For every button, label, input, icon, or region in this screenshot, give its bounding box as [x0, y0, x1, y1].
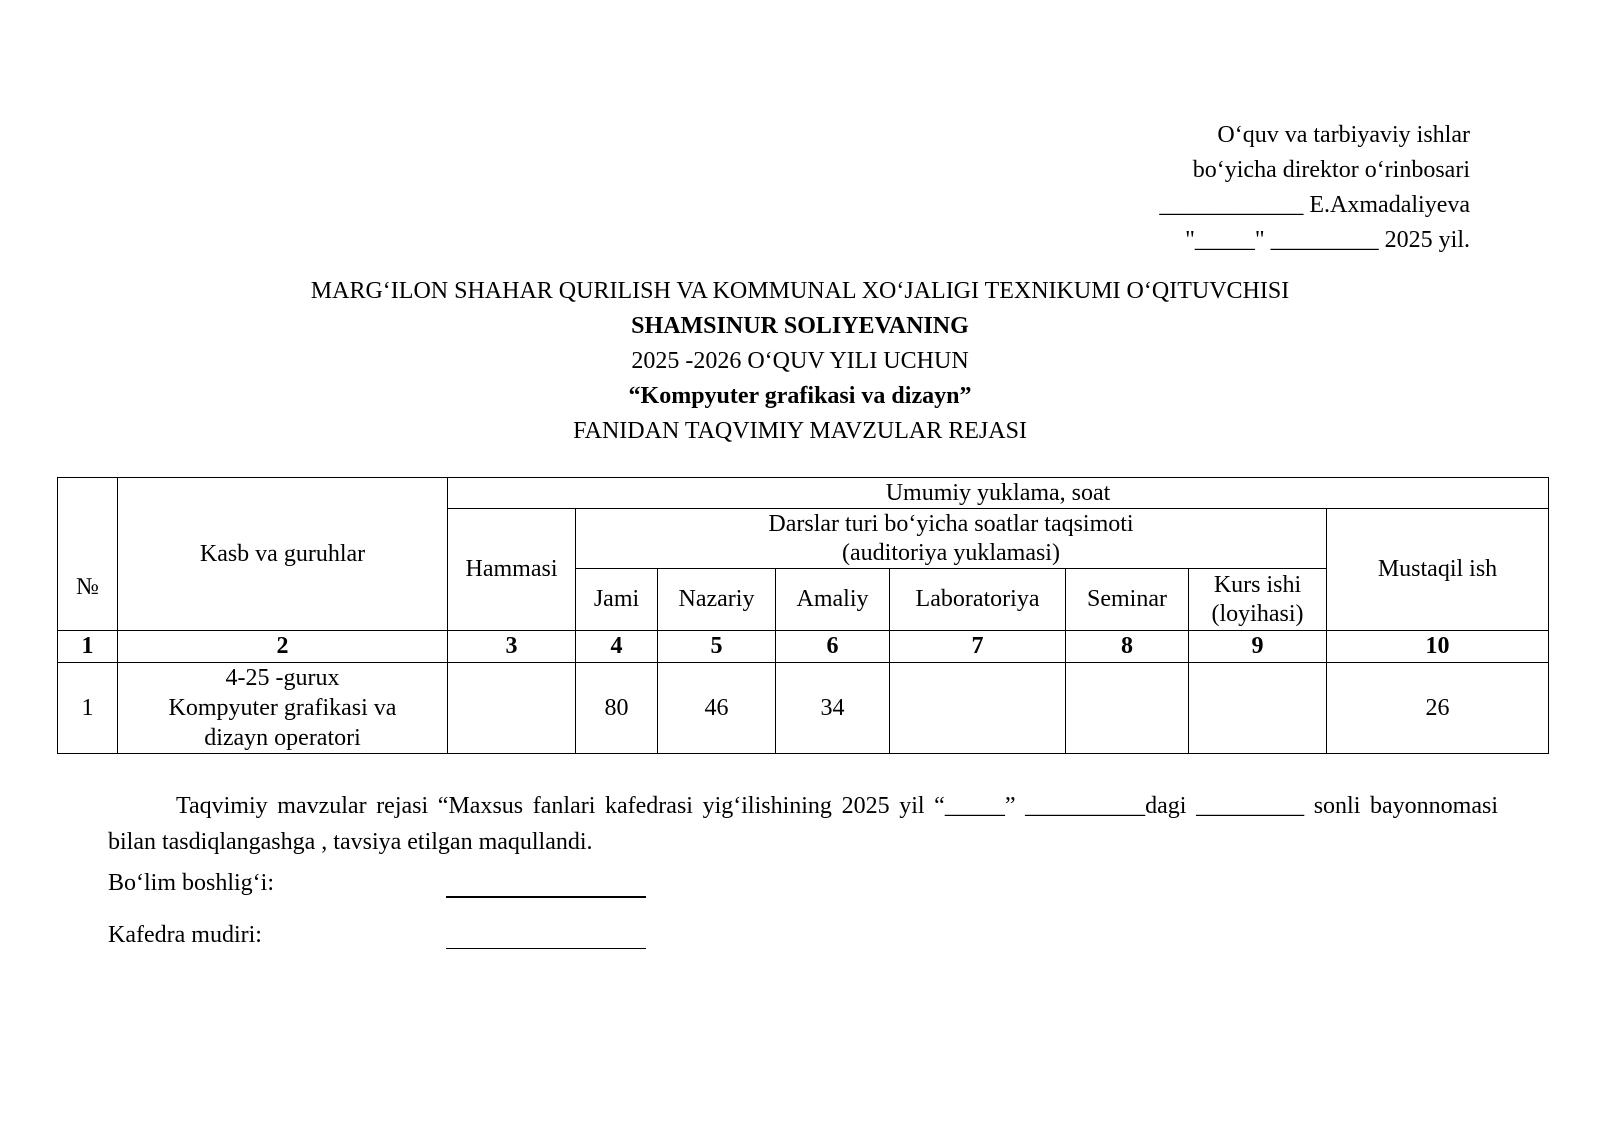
- cell-group: [118, 663, 448, 754]
- cell-kurs: [1189, 663, 1327, 754]
- signature-kafedra: [108, 918, 262, 952]
- header-kurs-line1: Kurs ishi: [1213, 571, 1302, 598]
- cell-laboratoriya: [890, 663, 1066, 754]
- header-kurs-line2: (loyihasi): [1211, 600, 1304, 627]
- signature-line: [446, 866, 646, 898]
- cell-jami: 80: [576, 663, 658, 754]
- column-number: 7: [890, 631, 1066, 663]
- header-row-1: [58, 478, 1549, 509]
- cell-no: 1: [58, 663, 118, 754]
- cell-group-line2: Kompyuter grafikasi va: [168, 695, 397, 721]
- cell-group-line3: dizayn operatori: [204, 725, 361, 751]
- title-year: 2025 -2026 O‘QUV YILI UCHUN: [631, 348, 969, 374]
- title-plan: FANIDAN TAQVIMIY MAVZULAR REJASI: [573, 418, 1027, 444]
- title-teacher: SHAMSINUR SOLIYEVANING: [631, 313, 969, 339]
- header-hammasi: Hammasi: [448, 509, 576, 631]
- column-number: 10: [1327, 631, 1549, 663]
- title-institution: MARG‘ILON SHAHAR QURILISH VA KOMMUNAL XO‘JALIGI TEXNIKUMI O‘QITUVCHISI: [310, 278, 1290, 304]
- header-laboratoriya: Laboratoriya: [890, 569, 1066, 631]
- title-subject: “Kompyuter grafikasi va dizayn”: [628, 383, 972, 409]
- signature-kafedra-label: Kafedra mudiri:: [108, 922, 262, 948]
- approval-block: [1159, 118, 1470, 258]
- approval-line-1: O‘quv va tarbiyaviy ishlar: [1217, 122, 1470, 148]
- column-number: 6: [776, 631, 890, 663]
- column-number: 3: [448, 631, 576, 663]
- column-number: 1: [58, 631, 118, 663]
- approval-line-4: "_____" _________ 2025 yil.: [1185, 227, 1470, 253]
- cell-nazariy: 46: [658, 663, 776, 754]
- column-number: 2: [118, 631, 448, 663]
- header-kurs: [1189, 569, 1327, 631]
- document-title: [0, 274, 1600, 449]
- plan-table: [57, 477, 1549, 754]
- header-darslar: [576, 509, 1327, 569]
- cell-hammasi: [448, 663, 576, 754]
- column-number: 8: [1066, 631, 1189, 663]
- column-number: 5: [658, 631, 776, 663]
- approval-line-2: bo‘yicha direktor o‘rinbosari: [1192, 157, 1470, 183]
- header-jami: Jami: [576, 569, 658, 631]
- cell-group-line1: 4-25 -gurux: [225, 665, 340, 691]
- header-darslar-line2: (auditoriya yuklamasi): [842, 539, 1060, 566]
- header-amaliy: Amaliy: [776, 569, 890, 631]
- column-number: 9: [1189, 631, 1327, 663]
- signature-line: [446, 918, 646, 949]
- column-number: 4: [576, 631, 658, 663]
- header-seminar: Seminar: [1066, 569, 1189, 631]
- signature-bolim-label: Bo‘lim boshlig‘i:: [108, 870, 275, 896]
- approval-line-3: ____________ E.Axmadaliyeva: [1159, 192, 1470, 218]
- header-nazariy: Nazariy: [658, 569, 776, 631]
- header-darslar-line1: Darslar turi bo‘yicha soatlar taqsimoti: [768, 510, 1134, 537]
- header-kasb: Kasb va guruhlar: [118, 478, 448, 631]
- header-umumiy: Umumiy yuklama, soat: [448, 478, 1549, 509]
- column-number-row: [58, 631, 1549, 663]
- header-mustaqil: Mustaqil ish: [1327, 509, 1549, 631]
- cell-mustaqil: 26: [1327, 663, 1549, 754]
- table-row: [58, 663, 1549, 754]
- cell-seminar: [1066, 663, 1189, 754]
- approval-note: Taqvimiy mavzular rejasi “Maxsus fanlari kafedrasi yig‘ilishining 2025 yil “_____” __________dagi _________ sonli bayonnomasi bilan tasdiqlangashga , tavsiya etilgan maqullandi.: [108, 793, 1498, 855]
- signature-bolim: [108, 866, 274, 900]
- header-no: №: [58, 478, 118, 631]
- cell-amaliy: 34: [776, 663, 890, 754]
